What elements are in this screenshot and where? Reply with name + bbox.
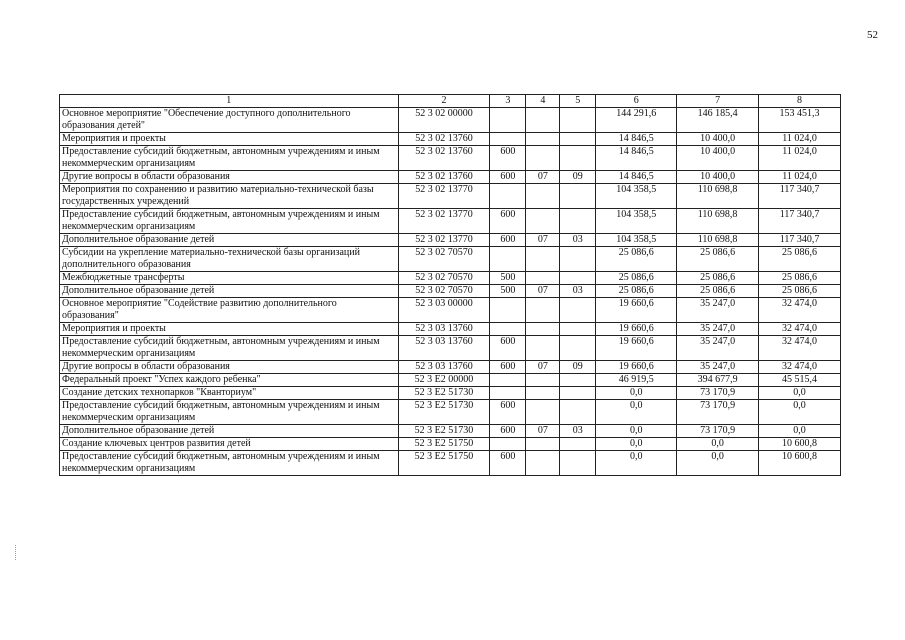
table-body bbox=[60, 108, 841, 476]
row-col3-cell: 600 bbox=[490, 209, 526, 234]
row-col4-cell bbox=[526, 209, 560, 234]
header-col-2: 2 bbox=[398, 95, 490, 108]
row-col4-cell bbox=[526, 184, 560, 209]
row-value7-cell: 25 086,6 bbox=[677, 247, 759, 272]
row-col5-cell: 03 bbox=[560, 425, 596, 438]
row-col5-cell bbox=[560, 323, 596, 336]
row-code-cell: 52 3 E2 51730 bbox=[398, 400, 490, 425]
row-col5-cell bbox=[560, 133, 596, 146]
table-row bbox=[60, 285, 841, 298]
table-row bbox=[60, 361, 841, 374]
row-code-cell: 52 3 02 13770 bbox=[398, 234, 490, 247]
row-value7-cell: 35 247,0 bbox=[677, 298, 759, 323]
row-value6-cell: 14 846,5 bbox=[596, 171, 677, 184]
row-col4-cell: 07 bbox=[526, 425, 560, 438]
row-value7-cell: 35 247,0 bbox=[677, 336, 759, 361]
row-col3-cell: 600 bbox=[490, 400, 526, 425]
row-col4-cell: 07 bbox=[526, 361, 560, 374]
row-name-cell: Другие вопросы в области образования bbox=[60, 171, 399, 184]
row-value8-cell: 11 024,0 bbox=[759, 133, 841, 146]
row-col4-cell bbox=[526, 323, 560, 336]
row-value6-cell: 104 358,5 bbox=[596, 184, 677, 209]
row-value8-cell: 32 474,0 bbox=[759, 298, 841, 323]
row-col3-cell bbox=[490, 298, 526, 323]
row-col5-cell bbox=[560, 451, 596, 476]
row-col3-cell: 600 bbox=[490, 451, 526, 476]
row-value6-cell: 104 358,5 bbox=[596, 209, 677, 234]
row-col4-cell bbox=[526, 336, 560, 361]
row-value7-cell: 110 698,8 bbox=[677, 209, 759, 234]
row-value6-cell: 25 086,6 bbox=[596, 285, 677, 298]
row-name-cell: Основное мероприятие "Обеспечение доступного дополнительного образования детей" bbox=[60, 108, 399, 133]
table-header-row bbox=[60, 95, 841, 108]
row-value6-cell: 19 660,6 bbox=[596, 323, 677, 336]
table-row bbox=[60, 425, 841, 438]
header-col-3: 3 bbox=[490, 95, 526, 108]
row-value6-cell: 0,0 bbox=[596, 451, 677, 476]
table-row bbox=[60, 272, 841, 285]
table-row bbox=[60, 298, 841, 323]
row-col3-cell: 600 bbox=[490, 336, 526, 361]
row-value7-cell: 25 086,6 bbox=[677, 272, 759, 285]
row-value8-cell: 117 340,7 bbox=[759, 234, 841, 247]
row-value8-cell: 153 451,3 bbox=[759, 108, 841, 133]
row-col3-cell bbox=[490, 247, 526, 272]
row-name-cell: Другие вопросы в области образования bbox=[60, 361, 399, 374]
row-col4-cell bbox=[526, 451, 560, 476]
row-value7-cell: 35 247,0 bbox=[677, 323, 759, 336]
row-value8-cell: 25 086,6 bbox=[759, 285, 841, 298]
row-value8-cell: 0,0 bbox=[759, 425, 841, 438]
table-row bbox=[60, 171, 841, 184]
row-value7-cell: 394 677,9 bbox=[677, 374, 759, 387]
row-col4-cell bbox=[526, 400, 560, 425]
row-name-cell: Предоставление субсидий бюджетным, автономным учреждениям и иным некоммерческим организациям bbox=[60, 146, 399, 171]
table-row bbox=[60, 387, 841, 400]
row-value8-cell: 25 086,6 bbox=[759, 272, 841, 285]
row-name-cell: Предоставление субсидий бюджетным, автономным учреждениям и иным некоммерческим организациям bbox=[60, 451, 399, 476]
row-value7-cell: 10 400,0 bbox=[677, 171, 759, 184]
row-value6-cell: 25 086,6 bbox=[596, 247, 677, 272]
row-col5-cell bbox=[560, 247, 596, 272]
row-name-cell: Мероприятия по сохранению и развитию материально-технической базы государственных учреждений bbox=[60, 184, 399, 209]
row-value8-cell: 11 024,0 bbox=[759, 146, 841, 171]
row-value7-cell: 35 247,0 bbox=[677, 361, 759, 374]
row-col5-cell bbox=[560, 108, 596, 133]
row-col5-cell bbox=[560, 298, 596, 323]
row-col4-cell bbox=[526, 108, 560, 133]
row-value6-cell: 19 660,6 bbox=[596, 298, 677, 323]
table-row bbox=[60, 438, 841, 451]
table-row bbox=[60, 247, 841, 272]
row-value7-cell: 73 170,9 bbox=[677, 400, 759, 425]
row-col5-cell bbox=[560, 438, 596, 451]
table-row bbox=[60, 146, 841, 171]
row-col4-cell bbox=[526, 438, 560, 451]
row-col5-cell: 03 bbox=[560, 234, 596, 247]
row-code-cell: 52 3 02 00000 bbox=[398, 108, 490, 133]
table-row bbox=[60, 209, 841, 234]
table-row bbox=[60, 184, 841, 209]
table-row bbox=[60, 108, 841, 133]
row-code-cell: 52 3 E2 51750 bbox=[398, 451, 490, 476]
margin-dots bbox=[15, 545, 18, 560]
row-value6-cell: 104 358,5 bbox=[596, 234, 677, 247]
row-value8-cell: 11 024,0 bbox=[759, 171, 841, 184]
row-code-cell: 52 3 02 70570 bbox=[398, 247, 490, 272]
row-code-cell: 52 3 02 70570 bbox=[398, 272, 490, 285]
row-col5-cell bbox=[560, 184, 596, 209]
row-name-cell: Основное мероприятие "Содействие развитию дополнительного образования" bbox=[60, 298, 399, 323]
row-col5-cell: 03 bbox=[560, 285, 596, 298]
row-value6-cell: 19 660,6 bbox=[596, 361, 677, 374]
row-name-cell: Федеральный проект "Успех каждого ребенка" bbox=[60, 374, 399, 387]
header-col-1: 1 bbox=[60, 95, 399, 108]
row-name-cell: Предоставление субсидий бюджетным, автономным учреждениям и иным некоммерческим организациям bbox=[60, 336, 399, 361]
row-value8-cell: 0,0 bbox=[759, 400, 841, 425]
row-code-cell: 52 3 03 13760 bbox=[398, 361, 490, 374]
row-col4-cell bbox=[526, 374, 560, 387]
row-value7-cell: 10 400,0 bbox=[677, 146, 759, 171]
row-value6-cell: 0,0 bbox=[596, 425, 677, 438]
row-value6-cell: 0,0 bbox=[596, 438, 677, 451]
row-col3-cell: 600 bbox=[490, 146, 526, 171]
row-col4-cell bbox=[526, 247, 560, 272]
header-col-7: 7 bbox=[677, 95, 759, 108]
row-col3-cell bbox=[490, 374, 526, 387]
row-value6-cell: 14 846,5 bbox=[596, 146, 677, 171]
row-col3-cell bbox=[490, 133, 526, 146]
row-col5-cell bbox=[560, 400, 596, 425]
row-code-cell: 52 3 03 13760 bbox=[398, 323, 490, 336]
row-code-cell: 52 3 02 13770 bbox=[398, 209, 490, 234]
row-value8-cell: 117 340,7 bbox=[759, 209, 841, 234]
row-value7-cell: 110 698,8 bbox=[677, 184, 759, 209]
row-value6-cell: 144 291,6 bbox=[596, 108, 677, 133]
row-col5-cell bbox=[560, 272, 596, 285]
row-col5-cell bbox=[560, 209, 596, 234]
row-value8-cell: 32 474,0 bbox=[759, 336, 841, 361]
table-row bbox=[60, 400, 841, 425]
row-code-cell: 52 3 02 13760 bbox=[398, 171, 490, 184]
row-col5-cell bbox=[560, 374, 596, 387]
row-col4-cell: 07 bbox=[526, 285, 560, 298]
row-col4-cell: 07 bbox=[526, 171, 560, 184]
table-row bbox=[60, 336, 841, 361]
row-value8-cell: 10 600,8 bbox=[759, 451, 841, 476]
header-col-4: 4 bbox=[526, 95, 560, 108]
row-value8-cell: 25 086,6 bbox=[759, 247, 841, 272]
row-code-cell: 52 3 02 13770 bbox=[398, 184, 490, 209]
row-value7-cell: 73 170,9 bbox=[677, 425, 759, 438]
row-col3-cell bbox=[490, 387, 526, 400]
row-code-cell: 52 3 03 13760 bbox=[398, 336, 490, 361]
row-col4-cell bbox=[526, 298, 560, 323]
row-code-cell: 52 3 E2 00000 bbox=[398, 374, 490, 387]
row-col4-cell bbox=[526, 133, 560, 146]
row-name-cell: Дополнительное образование детей bbox=[60, 234, 399, 247]
header-col-6: 6 bbox=[596, 95, 677, 108]
row-value6-cell: 25 086,6 bbox=[596, 272, 677, 285]
header-col-5: 5 bbox=[560, 95, 596, 108]
row-value8-cell: 0,0 bbox=[759, 387, 841, 400]
row-col3-cell: 600 bbox=[490, 425, 526, 438]
row-value6-cell: 14 846,5 bbox=[596, 133, 677, 146]
header-col-8: 8 bbox=[759, 95, 841, 108]
row-col3-cell: 500 bbox=[490, 272, 526, 285]
row-col3-cell: 600 bbox=[490, 171, 526, 184]
row-col5-cell bbox=[560, 146, 596, 171]
row-col3-cell: 600 bbox=[490, 234, 526, 247]
row-value6-cell: 0,0 bbox=[596, 387, 677, 400]
page-number: 52 bbox=[867, 29, 878, 41]
row-value7-cell: 10 400,0 bbox=[677, 133, 759, 146]
row-value7-cell: 146 185,4 bbox=[677, 108, 759, 133]
row-name-cell: Субсидии на укрепление материально-технической базы организаций дополнительного образования bbox=[60, 247, 399, 272]
row-code-cell: 52 3 E2 51730 bbox=[398, 425, 490, 438]
row-value6-cell: 0,0 bbox=[596, 400, 677, 425]
row-value8-cell: 32 474,0 bbox=[759, 361, 841, 374]
row-col4-cell bbox=[526, 387, 560, 400]
table-row bbox=[60, 234, 841, 247]
row-name-cell: Создание ключевых центров развития детей bbox=[60, 438, 399, 451]
row-name-cell: Межбюджетные трансферты bbox=[60, 272, 399, 285]
table-row bbox=[60, 323, 841, 336]
row-code-cell: 52 3 03 00000 bbox=[398, 298, 490, 323]
row-value8-cell: 32 474,0 bbox=[759, 323, 841, 336]
row-col3-cell bbox=[490, 323, 526, 336]
row-col4-cell bbox=[526, 272, 560, 285]
row-value8-cell: 117 340,7 bbox=[759, 184, 841, 209]
row-value7-cell: 0,0 bbox=[677, 451, 759, 476]
row-name-cell: Предоставление субсидий бюджетным, автономным учреждениям и иным некоммерческим организациям bbox=[60, 209, 399, 234]
row-col3-cell: 500 bbox=[490, 285, 526, 298]
row-col4-cell: 07 bbox=[526, 234, 560, 247]
row-code-cell: 52 3 02 13760 bbox=[398, 133, 490, 146]
budget-table bbox=[59, 94, 841, 476]
table-row bbox=[60, 374, 841, 387]
row-col5-cell bbox=[560, 336, 596, 361]
row-name-cell: Создание детских технопарков "Кванториум" bbox=[60, 387, 399, 400]
row-code-cell: 52 3 E2 51730 bbox=[398, 387, 490, 400]
row-col4-cell bbox=[526, 146, 560, 171]
row-col5-cell bbox=[560, 387, 596, 400]
row-value7-cell: 25 086,6 bbox=[677, 285, 759, 298]
row-col3-cell: 600 bbox=[490, 361, 526, 374]
row-name-cell: Дополнительное образование детей bbox=[60, 425, 399, 438]
row-name-cell: Мероприятия и проекты bbox=[60, 133, 399, 146]
row-value7-cell: 0,0 bbox=[677, 438, 759, 451]
row-col3-cell bbox=[490, 184, 526, 209]
row-name-cell: Предоставление субсидий бюджетным, автономным учреждениям и иным некоммерческим организациям bbox=[60, 400, 399, 425]
table-row bbox=[60, 133, 841, 146]
row-value6-cell: 19 660,6 bbox=[596, 336, 677, 361]
row-name-cell: Дополнительное образование детей bbox=[60, 285, 399, 298]
row-code-cell: 52 3 E2 51750 bbox=[398, 438, 490, 451]
row-col5-cell: 09 bbox=[560, 171, 596, 184]
row-value7-cell: 110 698,8 bbox=[677, 234, 759, 247]
row-value6-cell: 46 919,5 bbox=[596, 374, 677, 387]
row-value8-cell: 10 600,8 bbox=[759, 438, 841, 451]
row-col3-cell bbox=[490, 438, 526, 451]
row-value7-cell: 73 170,9 bbox=[677, 387, 759, 400]
row-name-cell: Мероприятия и проекты bbox=[60, 323, 399, 336]
row-col3-cell bbox=[490, 108, 526, 133]
row-col5-cell: 09 bbox=[560, 361, 596, 374]
table-row bbox=[60, 451, 841, 476]
row-code-cell: 52 3 02 13760 bbox=[398, 146, 490, 171]
row-code-cell: 52 3 02 70570 bbox=[398, 285, 490, 298]
row-value8-cell: 45 515,4 bbox=[759, 374, 841, 387]
